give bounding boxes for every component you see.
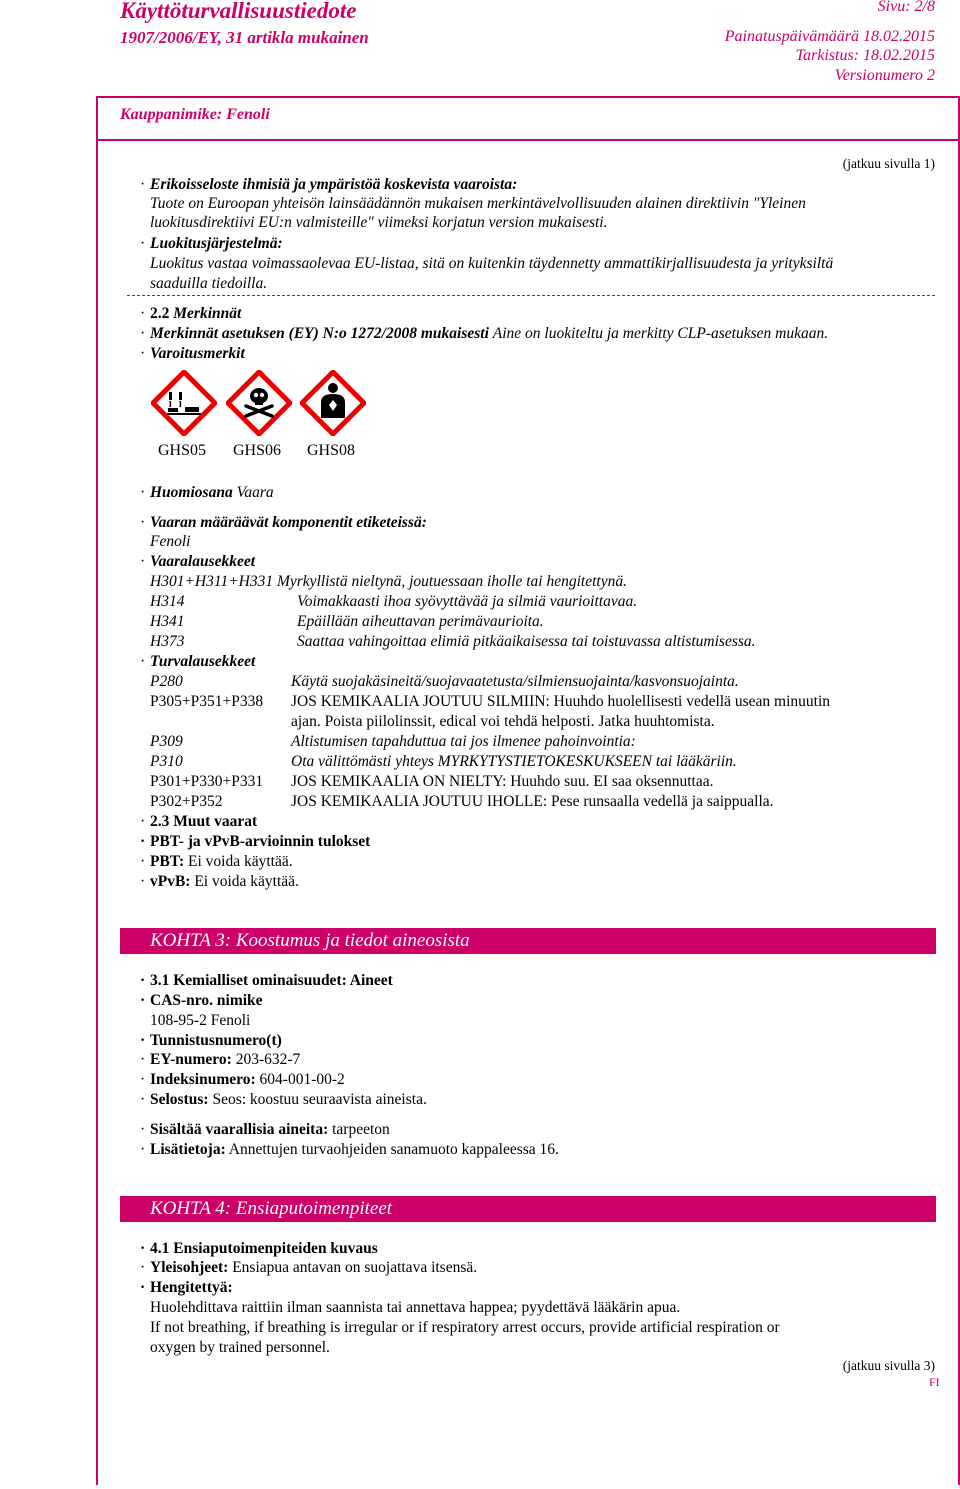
other-hazards-heading: · 2.3 Muut vaarat [140, 813, 258, 830]
ec-number: · EY-numero: 203-632-7 [140, 1051, 301, 1068]
header-bottom-rule [96, 139, 959, 141]
chemical-characterization: · 3.1 Kemialliset ominaisuudet: Aineet [140, 972, 393, 989]
precaution-text: Altistumisen tapahduttua tai jos ilmenee pahoinvointia: [291, 733, 636, 750]
hazard-statement-text: Epäillään aiheuttavan perimävaurioita. [297, 613, 544, 630]
precaution-code: P309 [150, 733, 183, 750]
section-3-title: KOHTA 3: Koostumus ja tiedot aineosista [150, 930, 470, 951]
precaution-text: JOS KEMIKAALIA JOUTUU IHOLLE: Pese runsaalla vedellä ja saippualla. [291, 793, 774, 810]
precautionary-statements-label: · Turvalausekkeet [140, 653, 256, 670]
precaution-text-continued: ajan. Poista piilolinssit, edical voi tehdä helposti. Jatka huuhtomista. [291, 713, 715, 730]
print-date: Painatuspäivämäärä 18.02.2015 [724, 28, 935, 45]
inhalation-line3: oxygen by trained personnel. [150, 1339, 330, 1356]
corrosion-icon [151, 370, 217, 436]
signal-word: · Huomiosana Vaara [140, 484, 274, 501]
page-number: Sivu: 2/8 [877, 0, 935, 15]
special-hazards-label: · Erikoisseloste ihmisiä ja ympäristöä koskevista vaaroista: [140, 176, 518, 193]
precaution-text: Käytä suojakäsineitä/suojavaatetusta/silmiensuojainta/kasvonsuojainta. [291, 673, 739, 690]
document-title: Käyttöturvallisuustiedote [120, 0, 357, 23]
precaution-code: P280 [150, 673, 183, 690]
continued-to: (jatkuu sivulla 3) [842, 1358, 935, 1373]
section-4-header [120, 1196, 936, 1222]
revision-date: Tarkistus: 18.02.2015 [795, 47, 935, 64]
precaution-text: JOS KEMIKAALIA ON NIELTY: Huuhdo suu. EI saa oksennuttaa. [291, 773, 714, 790]
inhalation-line2: If not breathing, if breathing is irregular or if respiratory arrest occurs, provide artificial respiration or [150, 1319, 780, 1336]
section-4-title: KOHTA 4: Ensiaputoimenpiteet [150, 1198, 393, 1219]
cas-value: 108-95-2 Fenoli [150, 1012, 251, 1029]
continued-from: (jatkuu sivulla 1) [842, 156, 935, 171]
pictogram-code-ghs06: GHS06 [233, 442, 282, 459]
header-top-rule [96, 96, 959, 98]
section-3-header [120, 928, 936, 954]
hazard-statement-code: H341 [150, 613, 185, 630]
precaution-code: P310 [150, 753, 183, 770]
hazard-statement-row: H301+H311+H331 Myrkyllistä nieltynä, joutuessaan iholle tai hengitettynä. [150, 573, 627, 590]
general-information: · Yleisohjeet: Ensiapua antavan on suojattava itsensä. [140, 1259, 478, 1276]
vpvb-result: · vPvB: Ei voida käyttää. [140, 873, 299, 890]
hazard-statement-text: Saattaa vahingoittaa elimiä pitkäaikaisessa tai toistuvassa altistumisessa. [297, 633, 756, 650]
label-elements-heading: · 2.2 Merkinnät [140, 305, 242, 322]
inhalation-line1: Huolehdittava raittiin ilman saannista tai annettava happea; pyydettävä lääkärin apua. [150, 1299, 681, 1316]
components-value: Fenoli [150, 533, 191, 550]
precaution-text: Ota välittömästi yhteys MYRKYTYSTIETOKESKUKSEEN tai lääkäriin. [291, 753, 737, 770]
pictograms-label: · Varoitusmerkit [140, 345, 245, 362]
precaution-text: JOS KEMIKAALIA JOUTUU SILMIIN: Huuhdo huolellisesti vedellä usean minuutin [291, 693, 831, 710]
pictogram-code-ghs05: GHS05 [158, 442, 207, 459]
identification-numbers-label: · Tunnistusnumero(t) [140, 1032, 282, 1049]
classification-label: · Luokitusjärjestelmä: [140, 235, 283, 252]
dangerous-components: · Sisältää vaarallisia aineita: tarpeeton [140, 1121, 390, 1138]
precaution-code: P305+P351+P338 [150, 693, 264, 710]
classification-line1: Luokitus vastaa voimassaolevaa EU-listaa, sitä on kuitenkin täydennetty ammattikirjallisuudesta ja yrityksiltä [150, 255, 834, 272]
precaution-code: P302+P352 [150, 793, 223, 810]
language-code: FI [929, 1375, 940, 1389]
health-hazard-icon [300, 370, 366, 436]
index-number: · Indeksinumero: 604-001-00-2 [140, 1071, 345, 1088]
cas-label: · CAS-nro. nimike [140, 992, 263, 1009]
precaution-code: P301+P330+P331 [150, 773, 264, 790]
trade-name: Kauppanimike: Fenoli [120, 106, 270, 123]
hazard-statement-code: H314 [150, 593, 185, 610]
pictogram-code-ghs08: GHS08 [307, 442, 356, 459]
special-hazards-line2: luokitusdirektiivi EU:n valmisteille" viimeksi korjatun version mukaisesti. [150, 214, 608, 231]
first-aid-description-heading: · 4.1 Ensiaputoimenpiteiden kuvaus [140, 1240, 378, 1257]
version-number: Versionumero 2 [834, 67, 935, 84]
special-hazards-line1: Tuote on Euroopan yhteisön lainsäädännön mukaisen merkintävelvollisuuden alainen direktiivin "Yleinen [150, 195, 806, 212]
description: · Selostus: Seos: koostuu seuraavista aineista. [140, 1091, 427, 1108]
regulation-subtitle: 1907/2006/EY, 31 artikla mukainen [120, 28, 369, 47]
right-frame-line [958, 96, 960, 1485]
label-regulation: · Merkinnät asetuksen (EY) N:o 1272/2008 mukaisesti Aine on luokiteltu ja merkitty CLP-asetuksen mukaan. [140, 325, 829, 342]
pbt-result: · PBT: Ei voida käyttää. [140, 853, 293, 870]
hazard-statements-label: · Vaaralausekkeet [140, 553, 256, 570]
hazard-statement-code: H373 [150, 633, 185, 650]
hazard-statement-text: Voimakkaasti ihoa syövyttävää ja silmiä vaurioittavaa. [297, 593, 638, 610]
classification-line2: saaduilla tiedoilla. [150, 275, 268, 292]
components-label: · Vaaran määräävät komponentit etiketeissä: [140, 514, 427, 531]
skull-crossbones-icon [226, 370, 292, 436]
additional-information: · Lisätietoja: Annettujen turvaohjeiden sanamuoto kappaleessa 16. [140, 1141, 559, 1158]
inhalation-label: · Hengitettyä: [140, 1279, 233, 1296]
pbt-heading: · PBT- ja vPvB-arvioinnin tulokset [140, 833, 371, 850]
left-frame-line [96, 96, 98, 1485]
dashed-divider [127, 295, 935, 296]
